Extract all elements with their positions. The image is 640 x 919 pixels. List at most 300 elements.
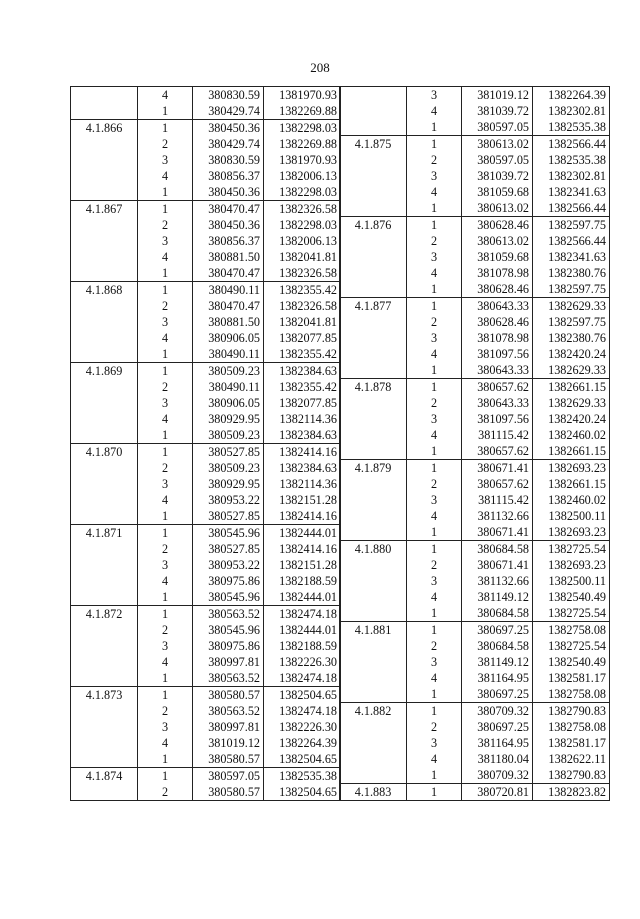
y-coordinate-cell: 1382460.02	[533, 427, 610, 443]
parcel-id-cell	[340, 314, 407, 330]
parcel-id-cell	[340, 605, 407, 622]
table-row	[71, 541, 341, 557]
point-number-cell: 1	[407, 703, 462, 720]
table-row	[340, 427, 610, 443]
point-number-cell: 2	[407, 638, 462, 654]
point-number-cell: 1	[407, 686, 462, 703]
x-coordinate-cell: 380684.58	[462, 541, 533, 558]
table-row	[71, 411, 341, 427]
point-number-cell: 1	[138, 363, 193, 380]
parcel-id-cell: 4.1.880	[340, 541, 407, 558]
y-coordinate-cell: 1382341.63	[533, 249, 610, 265]
point-number-cell: 1	[138, 184, 193, 201]
parcel-id-cell	[340, 443, 407, 460]
y-coordinate-cell: 1382629.33	[533, 395, 610, 411]
table-row	[71, 687, 341, 704]
parcel-id-cell	[340, 233, 407, 249]
point-number-cell: 1	[138, 751, 193, 768]
table-row	[340, 136, 610, 153]
point-number-cell: 1	[407, 362, 462, 379]
y-coordinate-cell: 1382151.28	[264, 492, 341, 508]
point-number-cell: 1	[138, 768, 193, 785]
parcel-id-cell: 4.1.874	[71, 768, 138, 785]
parcel-id-cell	[71, 379, 138, 395]
y-coordinate-cell: 1382077.85	[264, 330, 341, 346]
point-number-cell: 2	[138, 217, 193, 233]
x-coordinate-cell: 380490.11	[193, 346, 264, 363]
x-coordinate-cell: 380830.59	[193, 87, 264, 104]
y-coordinate-cell: 1382380.76	[533, 330, 610, 346]
point-number-cell: 1	[407, 298, 462, 315]
table-row	[71, 314, 341, 330]
table-row	[340, 265, 610, 281]
parcel-id-cell: 4.1.866	[71, 120, 138, 137]
parcel-id-cell	[340, 249, 407, 265]
parcel-id-cell	[340, 281, 407, 298]
parcel-id-cell	[340, 492, 407, 508]
table-row	[71, 168, 341, 184]
point-number-cell: 4	[407, 508, 462, 524]
y-coordinate-cell: 1382474.18	[264, 703, 341, 719]
point-number-cell: 1	[407, 136, 462, 153]
x-coordinate-cell: 380997.81	[193, 654, 264, 670]
table-row	[340, 184, 610, 200]
point-number-cell: 4	[138, 573, 193, 589]
point-number-cell: 2	[138, 298, 193, 314]
x-coordinate-cell: 381164.95	[462, 735, 533, 751]
point-number-cell: 3	[407, 654, 462, 670]
y-coordinate-cell: 1382188.59	[264, 573, 341, 589]
y-coordinate-cell: 1382504.65	[264, 751, 341, 768]
y-coordinate-cell: 1382661.15	[533, 476, 610, 492]
table-row	[340, 200, 610, 217]
y-coordinate-cell: 1382114.36	[264, 411, 341, 427]
parcel-id-cell	[340, 184, 407, 200]
y-coordinate-cell: 1382725.54	[533, 638, 610, 654]
point-number-cell: 1	[407, 524, 462, 541]
point-number-cell: 3	[138, 395, 193, 411]
x-coordinate-cell: 380697.25	[462, 622, 533, 639]
parcel-id-cell: 4.1.873	[71, 687, 138, 704]
point-number-cell: 3	[138, 152, 193, 168]
table-row	[340, 492, 610, 508]
x-coordinate-cell: 380490.11	[193, 282, 264, 299]
table-row	[71, 87, 341, 104]
point-number-cell: 2	[138, 136, 193, 152]
x-coordinate-cell: 380657.62	[462, 379, 533, 396]
table-row	[340, 751, 610, 767]
x-coordinate-cell: 381019.12	[193, 735, 264, 751]
parcel-id-cell	[71, 492, 138, 508]
x-coordinate-cell: 380953.22	[193, 557, 264, 573]
point-number-cell: 3	[407, 492, 462, 508]
y-coordinate-cell: 1382298.03	[264, 217, 341, 233]
y-coordinate-cell: 1382077.85	[264, 395, 341, 411]
y-coordinate-cell: 1382326.58	[264, 201, 341, 218]
x-coordinate-cell: 380580.57	[193, 687, 264, 704]
table-row	[340, 557, 610, 573]
table-row	[71, 103, 341, 120]
table-row	[340, 233, 610, 249]
parcel-id-cell	[340, 427, 407, 443]
y-coordinate-cell: 1382693.23	[533, 524, 610, 541]
table-row	[340, 622, 610, 639]
x-coordinate-cell: 380643.33	[462, 362, 533, 379]
parcel-id-cell: 4.1.881	[340, 622, 407, 639]
y-coordinate-cell: 1382226.30	[264, 719, 341, 735]
x-coordinate-cell: 380613.02	[462, 233, 533, 249]
x-coordinate-cell: 380975.86	[193, 573, 264, 589]
x-coordinate-cell: 380709.32	[462, 767, 533, 784]
parcel-id-cell	[71, 751, 138, 768]
parcel-id-cell	[340, 670, 407, 686]
x-coordinate-cell: 380597.05	[462, 152, 533, 168]
x-coordinate-cell: 381132.66	[462, 508, 533, 524]
table-row	[71, 735, 341, 751]
parcel-id-cell	[340, 557, 407, 573]
y-coordinate-cell: 1382326.58	[264, 298, 341, 314]
y-coordinate-cell: 1381970.93	[264, 152, 341, 168]
table-row	[340, 379, 610, 396]
parcel-id-cell	[340, 103, 407, 119]
table-row	[71, 379, 341, 395]
point-number-cell: 2	[407, 719, 462, 735]
parcel-id-cell	[71, 508, 138, 525]
x-coordinate-cell: 380709.32	[462, 703, 533, 720]
parcel-id-cell	[340, 265, 407, 281]
y-coordinate-cell: 1382298.03	[264, 120, 341, 137]
y-coordinate-cell: 1382264.39	[264, 735, 341, 751]
parcel-id-cell	[340, 168, 407, 184]
parcel-id-cell	[340, 330, 407, 346]
parcel-id-cell	[340, 395, 407, 411]
table-row	[340, 314, 610, 330]
point-number-cell: 2	[138, 784, 193, 801]
y-coordinate-cell: 1382581.17	[533, 670, 610, 686]
point-number-cell: 4	[407, 265, 462, 281]
table-row	[71, 184, 341, 201]
point-number-cell: 3	[138, 233, 193, 249]
parcel-id-cell	[340, 735, 407, 751]
parcel-id-cell	[340, 767, 407, 784]
table-row	[71, 589, 341, 606]
point-number-cell: 3	[407, 249, 462, 265]
table-row	[340, 541, 610, 558]
point-number-cell: 1	[407, 379, 462, 396]
parcel-id-cell	[71, 249, 138, 265]
x-coordinate-cell: 381149.12	[462, 654, 533, 670]
point-number-cell: 4	[407, 103, 462, 119]
parcel-id-cell	[71, 217, 138, 233]
y-coordinate-cell: 1382725.54	[533, 541, 610, 558]
parcel-id-cell: 4.1.869	[71, 363, 138, 380]
y-coordinate-cell: 1382384.63	[264, 460, 341, 476]
parcel-id-cell: 4.1.876	[340, 217, 407, 234]
x-coordinate-cell: 380929.95	[193, 411, 264, 427]
table-row	[340, 168, 610, 184]
table-row	[71, 460, 341, 476]
parcel-id-cell	[71, 654, 138, 670]
point-number-cell: 1	[407, 443, 462, 460]
x-coordinate-cell: 381164.95	[462, 670, 533, 686]
point-number-cell: 3	[407, 411, 462, 427]
parcel-id-cell	[340, 573, 407, 589]
parcel-id-cell	[71, 168, 138, 184]
y-coordinate-cell: 1382474.18	[264, 606, 341, 623]
point-number-cell: 1	[138, 265, 193, 282]
table-row	[340, 281, 610, 298]
point-number-cell: 3	[407, 168, 462, 184]
x-coordinate-cell: 380671.41	[462, 557, 533, 573]
x-coordinate-cell: 380509.23	[193, 363, 264, 380]
parcel-id-cell	[71, 184, 138, 201]
x-coordinate-cell: 380580.57	[193, 751, 264, 768]
point-number-cell: 1	[407, 281, 462, 298]
y-coordinate-cell: 1382444.01	[264, 589, 341, 606]
table-row	[340, 152, 610, 168]
parcel-id-cell	[340, 152, 407, 168]
x-coordinate-cell: 381115.42	[462, 492, 533, 508]
x-coordinate-cell: 380628.46	[462, 217, 533, 234]
table-row	[340, 217, 610, 234]
y-coordinate-cell: 1382006.13	[264, 233, 341, 249]
point-number-cell: 4	[407, 589, 462, 605]
parcel-id-cell	[71, 541, 138, 557]
x-coordinate-cell: 380671.41	[462, 524, 533, 541]
parcel-id-cell	[340, 686, 407, 703]
y-coordinate-cell: 1382790.83	[533, 767, 610, 784]
point-number-cell: 3	[138, 314, 193, 330]
y-coordinate-cell: 1382758.08	[533, 719, 610, 735]
x-coordinate-cell: 380429.74	[193, 103, 264, 120]
point-number-cell: 1	[138, 120, 193, 137]
table-row	[71, 298, 341, 314]
y-coordinate-cell: 1382269.88	[264, 103, 341, 120]
x-coordinate-cell: 380597.05	[462, 119, 533, 136]
point-number-cell: 1	[407, 460, 462, 477]
parcel-id-cell	[340, 508, 407, 524]
point-number-cell: 3	[407, 735, 462, 751]
parcel-id-cell	[71, 735, 138, 751]
point-number-cell: 3	[138, 719, 193, 735]
x-coordinate-cell: 381078.98	[462, 330, 533, 346]
parcel-id-cell	[340, 411, 407, 427]
y-coordinate-cell: 1382474.18	[264, 670, 341, 687]
y-coordinate-cell: 1382622.11	[533, 751, 610, 767]
point-number-cell: 4	[407, 751, 462, 767]
point-number-cell: 2	[407, 557, 462, 573]
point-number-cell: 4	[407, 670, 462, 686]
point-number-cell: 4	[138, 330, 193, 346]
x-coordinate-cell: 380429.74	[193, 136, 264, 152]
table-row	[71, 557, 341, 573]
table-row	[340, 476, 610, 492]
parcel-id-cell	[71, 670, 138, 687]
point-number-cell: 1	[138, 606, 193, 623]
table-row	[71, 282, 341, 299]
x-coordinate-cell: 380953.22	[193, 492, 264, 508]
y-coordinate-cell: 1382414.16	[264, 541, 341, 557]
y-coordinate-cell: 1382566.44	[533, 200, 610, 217]
y-coordinate-cell: 1382790.83	[533, 703, 610, 720]
table-row	[71, 751, 341, 768]
y-coordinate-cell: 1382355.42	[264, 282, 341, 299]
table-row	[71, 363, 341, 380]
parcel-id-cell	[340, 654, 407, 670]
parcel-id-cell	[71, 460, 138, 476]
parcel-id-cell	[340, 346, 407, 362]
point-number-cell: 1	[407, 541, 462, 558]
table-row	[340, 443, 610, 460]
point-number-cell: 1	[138, 201, 193, 218]
x-coordinate-cell: 380628.46	[462, 314, 533, 330]
table-row	[71, 395, 341, 411]
point-number-cell: 4	[138, 168, 193, 184]
x-coordinate-cell: 380720.81	[462, 784, 533, 801]
point-number-cell: 4	[138, 492, 193, 508]
x-coordinate-cell: 381132.66	[462, 573, 533, 589]
point-number-cell: 4	[407, 346, 462, 362]
point-number-cell: 2	[407, 233, 462, 249]
x-coordinate-cell: 381059.68	[462, 249, 533, 265]
x-coordinate-cell: 381019.12	[462, 87, 533, 104]
table-row	[340, 119, 610, 136]
table-row	[340, 573, 610, 589]
x-coordinate-cell: 380580.57	[193, 784, 264, 801]
parcel-id-cell	[71, 346, 138, 363]
table-row	[340, 298, 610, 315]
table-row	[71, 346, 341, 363]
parcel-id-cell: 4.1.867	[71, 201, 138, 218]
point-number-cell: 3	[138, 557, 193, 573]
parcel-id-cell	[340, 638, 407, 654]
parcel-id-cell	[71, 622, 138, 638]
table-row	[340, 362, 610, 379]
y-coordinate-cell: 1382414.16	[264, 508, 341, 525]
table-row	[71, 249, 341, 265]
x-coordinate-cell: 380545.96	[193, 589, 264, 606]
table-row	[340, 719, 610, 735]
y-coordinate-cell: 1382380.76	[533, 265, 610, 281]
y-coordinate-cell: 1382355.42	[264, 346, 341, 363]
parcel-id-cell	[340, 87, 407, 104]
x-coordinate-cell: 380906.05	[193, 395, 264, 411]
x-coordinate-cell: 380657.62	[462, 443, 533, 460]
table-row	[71, 622, 341, 638]
point-number-cell: 1	[138, 427, 193, 444]
y-coordinate-cell: 1382298.03	[264, 184, 341, 201]
point-number-cell: 1	[138, 589, 193, 606]
parcel-id-cell: 4.1.875	[340, 136, 407, 153]
table-row	[340, 411, 610, 427]
table-row	[71, 233, 341, 249]
x-coordinate-cell: 380628.46	[462, 281, 533, 298]
x-coordinate-cell: 381059.68	[462, 184, 533, 200]
y-coordinate-cell: 1382535.38	[533, 152, 610, 168]
x-coordinate-cell: 380527.85	[193, 508, 264, 525]
table-row	[340, 767, 610, 784]
point-number-cell: 1	[138, 346, 193, 363]
parcel-id-cell	[340, 200, 407, 217]
parcel-id-cell: 4.1.871	[71, 525, 138, 542]
point-number-cell: 3	[138, 638, 193, 654]
y-coordinate-cell: 1382269.88	[264, 136, 341, 152]
y-coordinate-cell: 1382041.81	[264, 249, 341, 265]
y-coordinate-cell: 1382420.24	[533, 411, 610, 427]
point-number-cell: 4	[138, 654, 193, 670]
y-coordinate-cell: 1382226.30	[264, 654, 341, 670]
y-coordinate-cell: 1382500.11	[533, 573, 610, 589]
y-coordinate-cell: 1382661.15	[533, 379, 610, 396]
point-number-cell: 2	[138, 379, 193, 395]
point-number-cell: 1	[407, 119, 462, 136]
x-coordinate-cell: 380597.05	[193, 768, 264, 785]
x-coordinate-cell: 380643.33	[462, 298, 533, 315]
point-number-cell: 4	[407, 184, 462, 200]
x-coordinate-cell: 380613.02	[462, 136, 533, 153]
point-number-cell: 1	[138, 525, 193, 542]
table-row	[340, 703, 610, 720]
y-coordinate-cell: 1382758.08	[533, 686, 610, 703]
x-coordinate-cell: 380470.47	[193, 298, 264, 314]
x-coordinate-cell: 380490.11	[193, 379, 264, 395]
y-coordinate-cell: 1382693.23	[533, 460, 610, 477]
point-number-cell: 3	[407, 87, 462, 104]
parcel-id-cell	[71, 330, 138, 346]
point-number-cell: 4	[138, 735, 193, 751]
point-number-cell: 2	[407, 395, 462, 411]
table-row	[340, 346, 610, 362]
table-row	[71, 330, 341, 346]
parcel-id-cell	[340, 719, 407, 735]
y-coordinate-cell: 1382460.02	[533, 492, 610, 508]
parcel-id-cell: 4.1.883	[340, 784, 407, 801]
parcel-id-cell	[340, 751, 407, 767]
y-coordinate-cell: 1382302.81	[533, 103, 610, 119]
point-number-cell: 1	[138, 444, 193, 461]
point-number-cell: 4	[138, 411, 193, 427]
x-coordinate-cell: 381149.12	[462, 589, 533, 605]
x-coordinate-cell: 380527.85	[193, 541, 264, 557]
point-number-cell: 2	[138, 541, 193, 557]
point-number-cell: 1	[138, 670, 193, 687]
table-row	[71, 654, 341, 670]
table-row	[71, 427, 341, 444]
coordinates-table-left	[70, 86, 341, 801]
x-coordinate-cell: 381115.42	[462, 427, 533, 443]
point-number-cell: 2	[407, 476, 462, 492]
parcel-id-cell	[71, 784, 138, 801]
x-coordinate-cell: 381039.72	[462, 103, 533, 119]
table-row	[71, 152, 341, 168]
y-coordinate-cell: 1382758.08	[533, 622, 610, 639]
table-row	[340, 784, 610, 801]
parcel-id-cell	[340, 119, 407, 136]
parcel-id-cell	[71, 233, 138, 249]
y-coordinate-cell: 1382341.63	[533, 184, 610, 200]
parcel-id-cell	[71, 557, 138, 573]
parcel-id-cell: 4.1.878	[340, 379, 407, 396]
x-coordinate-cell: 380856.37	[193, 233, 264, 249]
y-coordinate-cell: 1382444.01	[264, 622, 341, 638]
x-coordinate-cell: 380657.62	[462, 476, 533, 492]
y-coordinate-cell: 1382006.13	[264, 168, 341, 184]
table-row	[340, 670, 610, 686]
y-coordinate-cell: 1382041.81	[264, 314, 341, 330]
parcel-id-cell: 4.1.877	[340, 298, 407, 315]
table-row	[71, 120, 341, 137]
table-row	[340, 103, 610, 119]
